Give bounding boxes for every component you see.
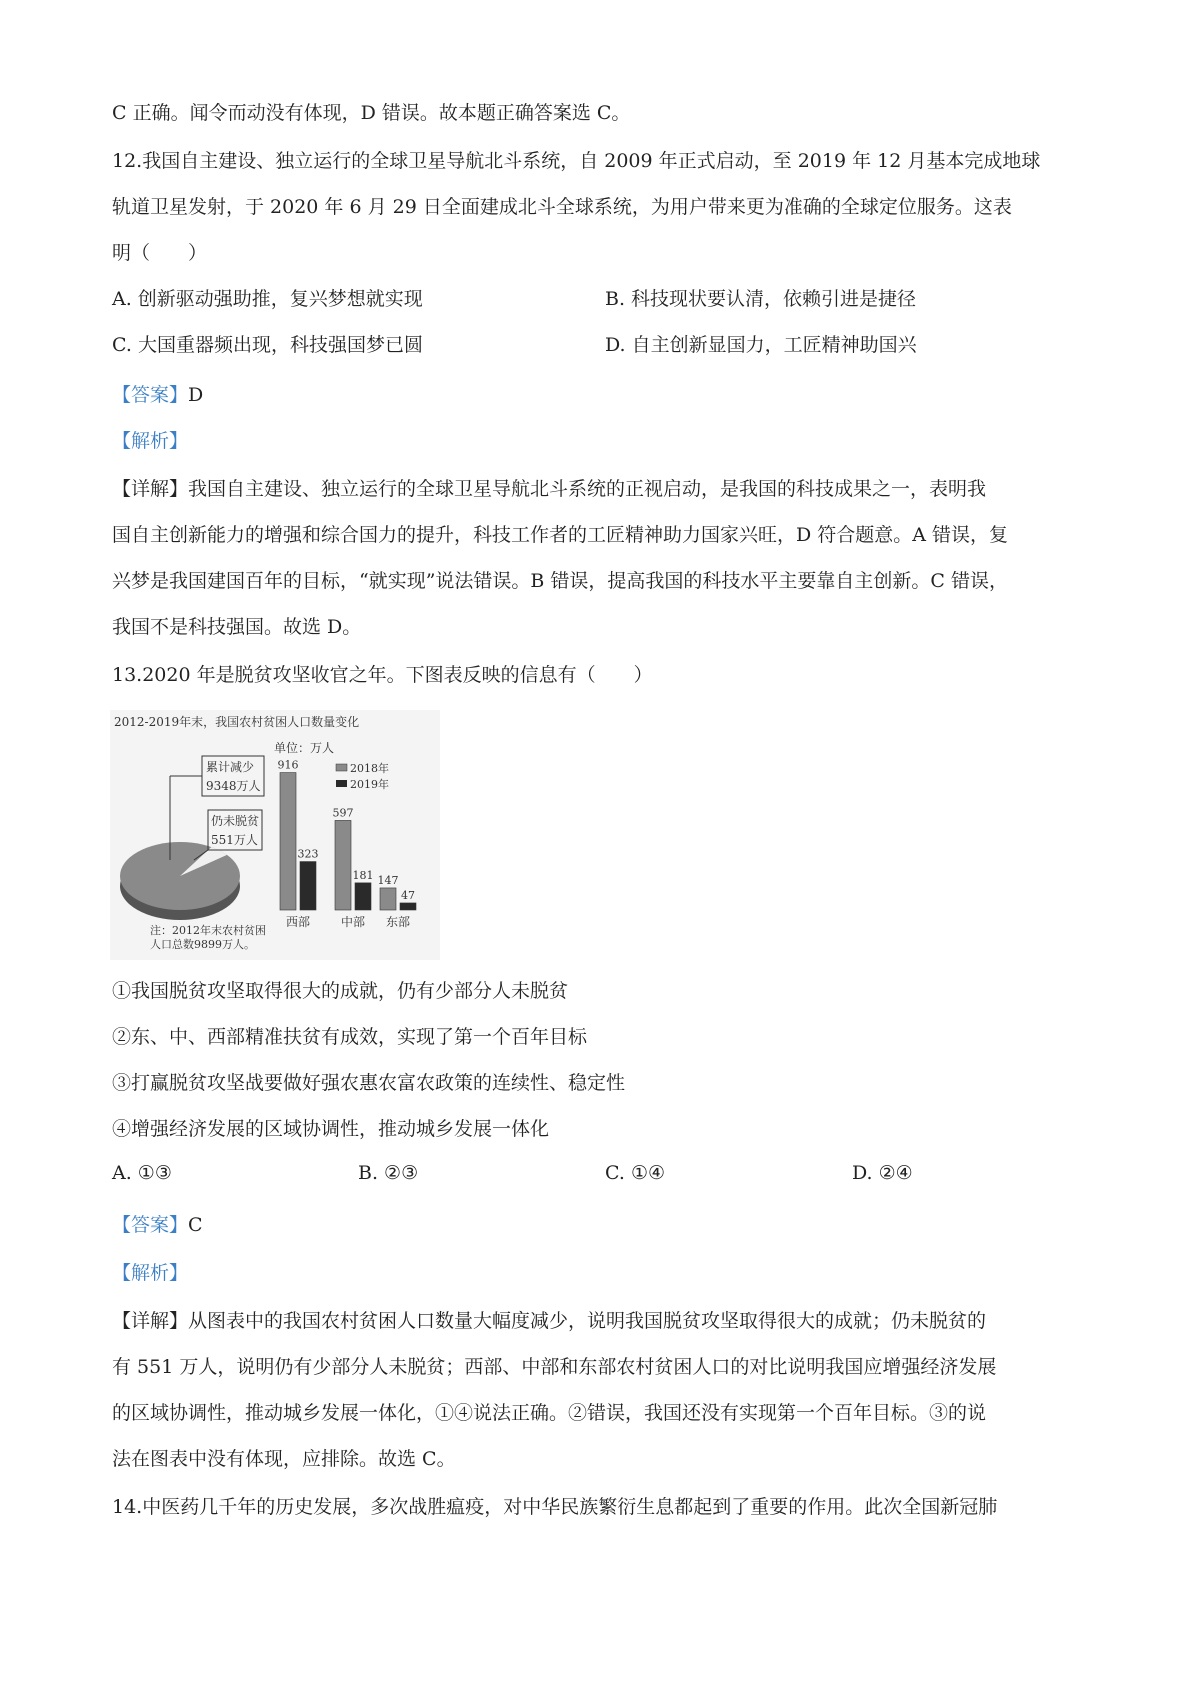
category-label-中部: 中部	[340, 915, 366, 929]
q13-answer	[112, 1210, 203, 1237]
q12-analysis-tag: 【解析】	[112, 430, 189, 452]
q12-option-b: B. 科技现状要认清，依赖引进是捷径	[605, 288, 917, 310]
q12-answer	[112, 380, 203, 407]
q12-stem-line-1: 12.我国自主建设、独立运行的全球卫星导航北斗系统，自 2009 年正式启动，至 2019 年 12 月基本完成地球	[112, 150, 1041, 172]
q14-stem-line-1: 14.中医药几千年的历史发展，多次战胜瘟疫，对中华民族繁衍生息都起到了重要的作用。此次全国新冠肺	[112, 1496, 998, 1518]
data-label-东部-2019年: 47	[401, 888, 415, 902]
q13-option-a: A. ①③	[112, 1162, 172, 1184]
q13-statement-3: ③打赢脱贫攻坚战要做好强农惠农富农政策的连续性、稳定性	[112, 1072, 626, 1094]
bar-中部-2018年	[335, 820, 351, 910]
q13-statement-1: ①我国脱贫攻坚取得很大的成就，仍有少部分人未脱贫	[112, 980, 569, 1002]
remaining-value: 551万人	[211, 833, 258, 847]
category-label-西部: 西部	[285, 915, 311, 929]
bar-东部-2019年	[400, 903, 416, 910]
poverty-chart-svg	[110, 710, 440, 960]
q12-stem-line-3: 明（ ）	[112, 242, 208, 264]
q12-detail-line-3: 兴梦是我国建国百年的目标，“就实现”说法错误。B 错误，提高我国的科技水平主要靠自主创新。C 错误，	[112, 570, 1009, 592]
data-label-东部-2018年: 147	[377, 873, 399, 887]
chart-note-line-1: 注：2012年末农村贫困	[150, 924, 266, 937]
q12-option-c: C. 大国重器频出现，科技强国梦已圆	[112, 334, 423, 356]
q13-detail-line-4: 法在图表中没有体现，应排除。故选 C。	[112, 1448, 456, 1470]
q13-option-b: B. ②③	[358, 1162, 419, 1184]
q13-analysis-tag: 【解析】	[112, 1262, 189, 1284]
bar-西部-2019年	[300, 862, 316, 910]
q12-stem-line-2: 轨道卫星发射，于 2020 年 6 月 29 日全面建成北斗全球系统，为用户带来更为准确的全球定位服务。这表	[112, 196, 1012, 218]
answer-tag: 【答案】	[112, 1214, 189, 1236]
q12-detail-line-4: 我国不是科技强国。故选 D。	[112, 616, 362, 638]
previous-answer-tail: C 正确。闻令而动没有体现，D 错误。故本题正确答案选 C。	[112, 102, 631, 124]
reduced-value: 9348万人	[206, 779, 261, 793]
q13-detail-line-2: 有 551 万人，说明仍有少部分人未脱贫；西部、中部和东部农村贫困人口的对比说明我国应增强经济发展	[112, 1356, 997, 1378]
bar-西部-2018年	[280, 773, 296, 910]
legend-swatch-2019	[336, 780, 347, 787]
remaining-label: 仍未脱贫	[211, 814, 260, 828]
q13-statement-4: ④增强经济发展的区域协调性，推动城乡发展一体化	[112, 1118, 550, 1140]
chart-title: 2012-2019年末，我国农村贫困人口数量变化	[114, 715, 360, 729]
q13-detail-line-3: 的区域协调性，推动城乡发展一体化，①④说法正确。②错误，我国还没有实现第一个百年目标。③的说	[112, 1402, 987, 1424]
legend-label-2018: 2018年	[350, 762, 389, 775]
data-label-西部-2019年: 323	[297, 847, 319, 861]
q12-option-a: A. 创新驱动强助推，复兴梦想就实现	[112, 288, 423, 310]
legend-swatch-2018	[336, 764, 347, 771]
q12-detail-line-1: 【详解】我国自主建设、独立运行的全球卫星导航北斗系统的正视启动，是我国的科技成果之一，表明我	[112, 478, 987, 500]
q13-detail-line-1: 【详解】从图表中的我国农村贫困人口数量大幅度减少，说明我国脱贫攻坚取得很大的成就；仍未脱贫的	[112, 1310, 987, 1332]
chart-note-line-2: 人口总数9899万人。	[150, 938, 255, 951]
data-label-中部-2019年: 181	[352, 868, 374, 882]
q13-statement-2: ②东、中、西部精准扶贫有成效，实现了第一个百年目标	[112, 1026, 588, 1048]
bar-中部-2019年	[355, 883, 371, 910]
q13-option-d: D. ②④	[852, 1162, 913, 1184]
q13-option-c: C. ①④	[605, 1162, 666, 1184]
legend-label-2019: 2019年	[350, 778, 389, 791]
q13-stem: 13.2020 年是脱贫攻坚收官之年。下图表反映的信息有（ ）	[112, 664, 653, 686]
answer-value: C	[188, 1214, 203, 1236]
category-label-东部: 东部	[385, 915, 411, 929]
answer-value: D	[188, 384, 204, 406]
q12-detail-line-2: 国自主创新能力的增强和综合国力的提升，科技工作者的工匠精神助力国家兴旺，D 符合题意。A 错误，复	[112, 524, 1009, 546]
bar-东部-2018年	[380, 888, 396, 910]
answer-tag: 【答案】	[112, 384, 189, 406]
reduced-label: 累计减少	[206, 760, 255, 774]
unit-label: 单位：万人	[274, 741, 335, 755]
data-label-中部-2018年: 597	[332, 806, 354, 820]
data-label-西部-2018年: 916	[277, 758, 299, 772]
poverty-chart	[110, 710, 440, 960]
q12-option-d: D. 自主创新显国力，工匠精神助国兴	[605, 334, 917, 356]
